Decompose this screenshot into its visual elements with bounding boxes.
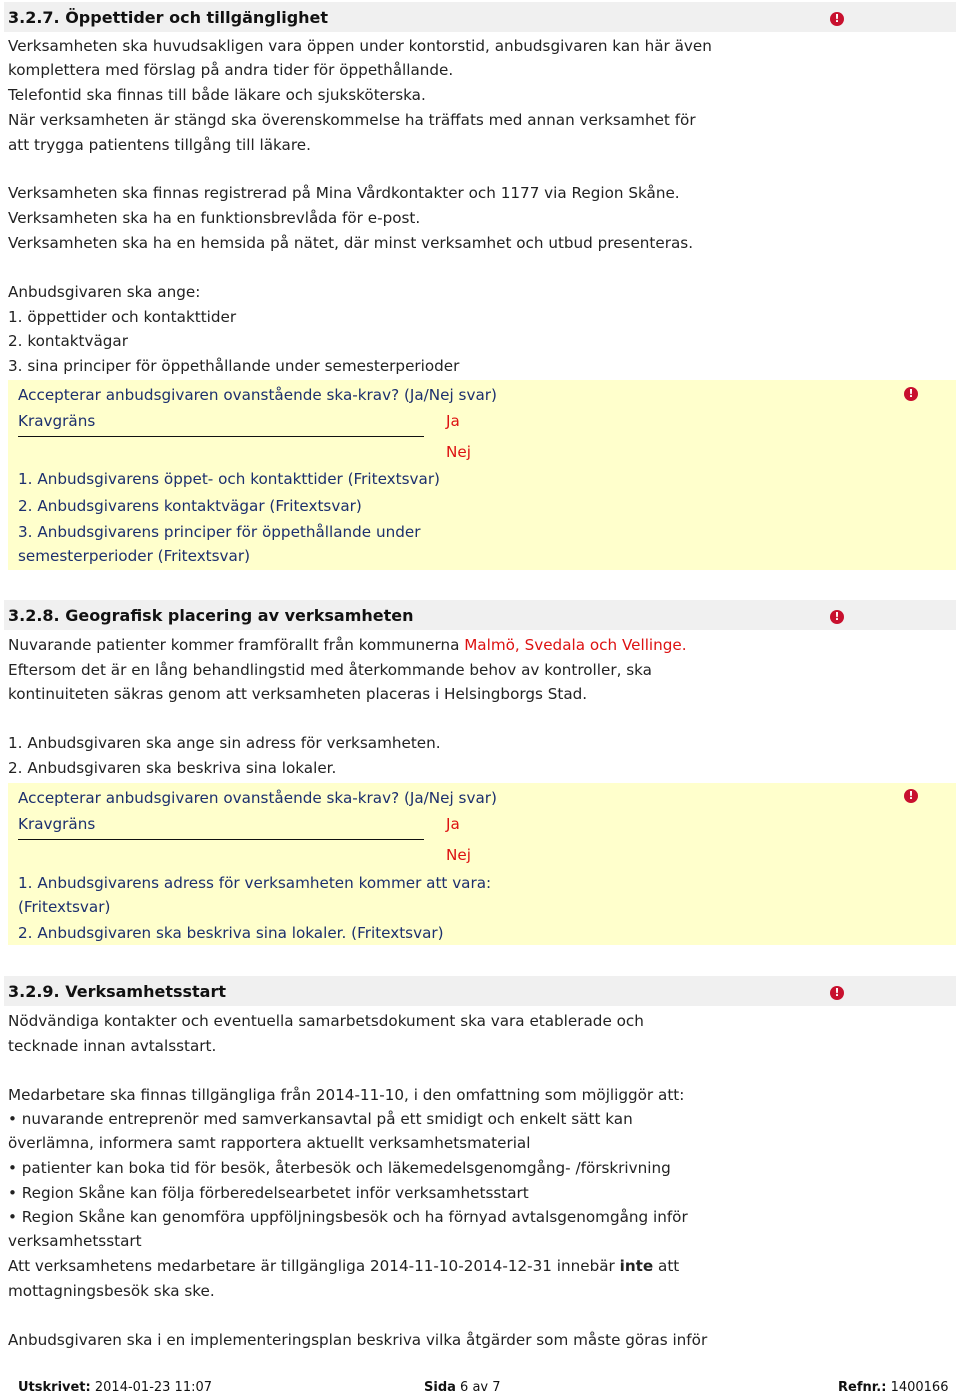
warning-icon: ! [830,610,844,624]
text-line: Anbudsgivaren ska ange: [8,283,201,301]
answer-item: 2. Anbudsgivaren ska beskriva sina lokaler. (Fritextsvar) [18,924,444,942]
option-nej[interactable]: Nej [446,846,471,864]
text-line: Eftersom det är en lång behandlingstid med återkommande behov av kontroller, ska [8,661,652,679]
footer-page [424,1380,501,1395]
kravgrans-label: Kravgräns [18,815,96,833]
footer-printed [18,1380,212,1395]
list-item: 1. öppettider och kontakttider [8,308,237,326]
warning-icon: ! [904,789,918,803]
text-line: kontinuiteten säkras genom att verksamheten placeras i Helsingborgs Stad. [8,685,588,703]
footer-ref [838,1380,948,1395]
section-title: 3.2.8. Geografisk placering av verksamheten [8,606,414,625]
list-item: 3. sina principer för öppethållande under semesterperioder [8,357,460,375]
footer-ref-label: Refnr.: [838,1380,887,1395]
answer-item: 3. Anbudsgivarens principer för öppethållande under [18,523,421,541]
divider-line [18,839,424,840]
option-ja[interactable]: Ja [446,815,460,833]
footer-printed-value: 2014-01-23 11:07 [94,1380,213,1395]
text-line: att trygga patientens tillgång till läkare. [8,136,311,154]
footer-page-label: Sida [424,1380,456,1395]
emphasis-inte: inte [619,1257,654,1275]
answer-item: 1. Anbudsgivarens öppet- och kontakttider (Fritextsvar) [18,470,440,488]
text-line: tecknade innan avtalsstart. [8,1037,217,1055]
text-line [8,1254,679,1279]
highlighted-municipalities: Malmö, Svedala och Vellinge. [464,636,687,654]
bullet-item: • Region Skåne kan genomföra uppföljningsbesök och ha förnyad avtalsgenomgång inför [8,1208,688,1226]
question-text: Accepterar anbudsgivaren ovanstående ska-krav? (Ja/Nej svar) [18,789,497,807]
requirement-box [8,783,956,945]
text-segment: Nuvarande patienter kommer framförallt från kommunerna [8,636,465,654]
text-line [8,633,687,658]
requirement-box [8,380,956,570]
warning-icon: ! [904,387,918,401]
section-header-3-2-9 [4,976,956,1006]
footer-ref-value: 1400166 [890,1380,949,1395]
text-line: mottagningsbesök ska ske. [8,1282,215,1300]
text-line: När verksamheten är stängd ska överenskommelse ha träffats med annan verksamhet för [8,111,696,129]
footer-page-value: 6 av 7 [460,1380,501,1395]
answer-item: 2. Anbudsgivarens kontaktvägar (Fritextsvar) [18,497,362,515]
text-line: Medarbetare ska finnas tillgängliga från 2014-11-10, i den omfattning som möjliggör att: [8,1086,685,1104]
text-segment: Att verksamhetens medarbetare är tillgängliga 2014-11-10-2014-12-31 innebär [8,1257,620,1275]
list-item: 2. Anbudsgivaren ska beskriva sina lokaler. [8,759,337,777]
section-title: 3.2.9. Verksamhetsstart [8,982,227,1001]
question-text: Accepterar anbudsgivaren ovanstående ska-krav? (Ja/Nej svar) [18,386,497,404]
section-header-3-2-8 [4,600,956,630]
section-header-3-2-7 [4,2,956,32]
text-line: Nödvändiga kontakter och eventuella samarbetsdokument ska vara etablerade och [8,1012,644,1030]
section-title: 3.2.7. Öppettider och tillgänglighet [8,8,329,27]
warning-icon: ! [830,986,844,1000]
text-line: Anbudsgivaren ska i en implementeringsplan beskriva vilka åtgärder som måste göras inför [8,1331,708,1349]
option-ja[interactable]: Ja [446,412,460,430]
answer-item: 1. Anbudsgivarens adress för verksamheten kommer att vara: [18,874,492,892]
text-line: Verksamheten ska huvudsakligen vara öppen under kontorstid, anbudsgivaren kan här även [8,37,712,55]
bullet-item: • Region Skåne kan följa förberedelsearbetet inför verksamhetsstart [8,1184,529,1202]
text-line: Verksamheten ska ha en funktionsbrevlåda för e-post. [8,209,421,227]
answer-item: semesterperioder (Fritextsvar) [18,547,251,565]
text-line: verksamhetsstart [8,1232,142,1250]
divider-line [18,436,424,437]
text-line: Verksamheten ska finnas registrerad på Mina Vårdkontakter och 1177 via Region Skåne. [8,184,680,202]
footer-printed-label: Utskrivet: [18,1380,91,1395]
text-segment: att [653,1257,680,1275]
text-line: Telefontid ska finnas till både läkare och sjuksköterska. [8,86,426,104]
answer-item: (Fritextsvar) [18,898,111,916]
kravgrans-label: Kravgräns [18,412,96,430]
bullet-item: • patienter kan boka tid för besök, återbesök och läkemedelsgenomgång- /förskrivning [8,1159,671,1177]
option-nej[interactable]: Nej [446,443,471,461]
bullet-item: • nuvarande entreprenör med samverkansavtal på ett smidigt och enkelt sätt kan [8,1110,633,1128]
list-item: 1. Anbudsgivaren ska ange sin adress för verksamheten. [8,734,441,752]
text-line: överlämna, informera samt rapportera aktuellt verksamhetsmaterial [8,1134,531,1152]
text-line: Verksamheten ska ha en hemsida på nätet, där minst verksamhet och utbud presenteras. [8,234,694,252]
list-item: 2. kontaktvägar [8,332,128,350]
text-line: komplettera med förslag på andra tider för öppethållande. [8,61,454,79]
warning-icon: ! [830,12,844,26]
